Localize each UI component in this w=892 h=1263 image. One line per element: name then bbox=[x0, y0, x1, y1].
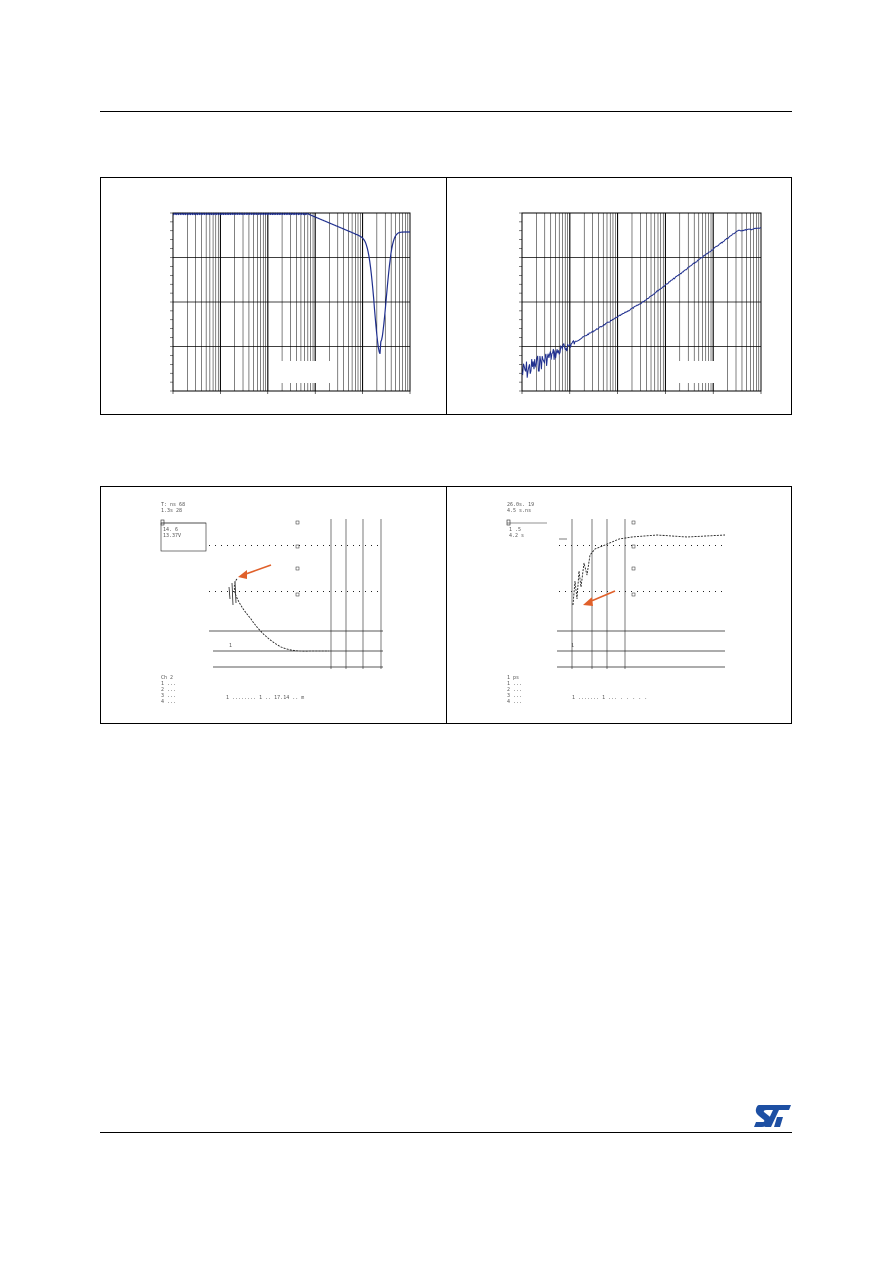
graticule-dot bbox=[293, 591, 294, 592]
scope-footer-text: 3 ... bbox=[161, 693, 177, 699]
graticule-dot bbox=[655, 545, 656, 546]
scope-footer-text: 4 ... bbox=[506, 699, 522, 705]
graticule-dot bbox=[577, 545, 578, 546]
phase-plot bbox=[447, 178, 792, 414]
graticule-dot bbox=[667, 591, 668, 592]
graticule-dot bbox=[341, 545, 342, 546]
footer-rule bbox=[100, 1132, 792, 1133]
graticule-dot bbox=[269, 545, 270, 546]
graticule-dot bbox=[625, 545, 626, 546]
graticule-dot bbox=[371, 545, 372, 546]
graticule-dot bbox=[661, 545, 662, 546]
graticule-dot bbox=[649, 545, 650, 546]
graticule-dot bbox=[245, 591, 246, 592]
scope-footer-text: 2 ... bbox=[506, 687, 522, 693]
scope-left-panel bbox=[101, 487, 446, 723]
graticule-dot bbox=[239, 591, 240, 592]
scope-figure bbox=[100, 486, 792, 724]
graticule-dot bbox=[257, 545, 258, 546]
scope-marker bbox=[296, 593, 299, 596]
bode-figure bbox=[100, 177, 792, 415]
graticule-dot bbox=[613, 545, 614, 546]
graticule-dot bbox=[233, 591, 234, 592]
graticule-dot bbox=[335, 545, 336, 546]
graticule-dot bbox=[565, 591, 566, 592]
scope-footer-text: 4 ... bbox=[161, 699, 177, 705]
graticule-dot bbox=[335, 591, 336, 592]
scope-marker bbox=[632, 593, 635, 596]
scope-channel-marker: 1 bbox=[229, 643, 233, 649]
graticule-dot bbox=[347, 545, 348, 546]
st-logo bbox=[753, 1103, 793, 1129]
legend-box bbox=[281, 361, 333, 383]
graticule-dot bbox=[583, 545, 584, 546]
graticule-dot bbox=[239, 545, 240, 546]
graticule-dot bbox=[317, 591, 318, 592]
scope-right-panel bbox=[446, 487, 792, 723]
scope-channel-marker: 1 bbox=[570, 643, 574, 649]
legend-box bbox=[667, 361, 719, 383]
scope-header-text: 1.3s 28 bbox=[161, 508, 183, 514]
graticule-dot bbox=[293, 545, 294, 546]
graticule-dot bbox=[655, 591, 656, 592]
annotation-arrowhead bbox=[583, 597, 593, 606]
scope-header-text: 4.5 s.ns bbox=[506, 508, 531, 514]
graticule-dot bbox=[679, 591, 680, 592]
graticule-dot bbox=[359, 591, 360, 592]
graticule-dot bbox=[697, 545, 698, 546]
graticule-dot bbox=[619, 545, 620, 546]
graticule-dot bbox=[353, 591, 354, 592]
graticule-dot bbox=[209, 591, 210, 592]
graticule-dot bbox=[619, 591, 620, 592]
graticule-dot bbox=[643, 591, 644, 592]
graticule-dot bbox=[703, 591, 704, 592]
graticule-dot bbox=[359, 545, 360, 546]
graticule-dot bbox=[691, 591, 692, 592]
scope-footer-text: 1 ps bbox=[506, 675, 519, 681]
scope-box-text: 14. 6 bbox=[163, 527, 179, 533]
scope-status-line: 1 ........ 1 .. 17.14 .. m bbox=[226, 695, 305, 701]
graticule-dot bbox=[595, 545, 596, 546]
graticule-dot bbox=[721, 545, 722, 546]
annotation-arrowhead bbox=[238, 570, 247, 579]
graticule-dot bbox=[595, 591, 596, 592]
graticule-dot bbox=[685, 591, 686, 592]
graticule-dot bbox=[257, 591, 258, 592]
graticule-dot bbox=[263, 545, 264, 546]
scope-footer-text: Ch 2 bbox=[161, 675, 174, 681]
graticule-dot bbox=[221, 591, 222, 592]
graticule-dot bbox=[685, 545, 686, 546]
graticule-dot bbox=[565, 545, 566, 546]
graticule-dot bbox=[329, 545, 330, 546]
graticule-dot bbox=[691, 545, 692, 546]
graticule-dot bbox=[559, 545, 560, 546]
graticule-dot bbox=[679, 545, 680, 546]
graticule-dot bbox=[251, 591, 252, 592]
graticule-dot bbox=[287, 591, 288, 592]
graticule-dot bbox=[317, 545, 318, 546]
scope-box-text: 1 .5 bbox=[508, 527, 521, 533]
scope-footer-text: 2 ... bbox=[161, 687, 177, 693]
graticule-dot bbox=[703, 545, 704, 546]
scope-marker bbox=[296, 545, 299, 548]
graticule-dot bbox=[227, 591, 228, 592]
graticule-dot bbox=[589, 545, 590, 546]
graticule-dot bbox=[275, 545, 276, 546]
graticule-dot bbox=[607, 545, 608, 546]
scope-status-line: 1 ....... 1 ... . . . . . bbox=[571, 695, 647, 701]
graticule-dot bbox=[245, 545, 246, 546]
graticule-dot bbox=[299, 591, 300, 592]
scope-waveform bbox=[234, 579, 329, 651]
scope-header-text: T: ns 68 bbox=[161, 502, 186, 508]
graticule-dot bbox=[221, 545, 222, 546]
scope-box-text: 4.2 s bbox=[508, 533, 524, 539]
graticule-dot bbox=[709, 545, 710, 546]
header-rule bbox=[100, 111, 792, 112]
graticule-dot bbox=[281, 591, 282, 592]
graticule-dot bbox=[233, 545, 234, 546]
graticule-dot bbox=[377, 591, 378, 592]
scope-marker bbox=[296, 521, 299, 524]
graticule-dot bbox=[667, 545, 668, 546]
graticule-dot bbox=[323, 545, 324, 546]
graticule-dot bbox=[341, 591, 342, 592]
graticule-dot bbox=[571, 545, 572, 546]
scope-marker bbox=[632, 521, 635, 524]
graticule-dot bbox=[215, 545, 216, 546]
graticule-dot bbox=[275, 591, 276, 592]
graticule-dot bbox=[715, 545, 716, 546]
gain-plot bbox=[101, 178, 446, 414]
graticule-dot bbox=[583, 591, 584, 592]
graticule-dot bbox=[607, 591, 608, 592]
graticule-dot bbox=[281, 545, 282, 546]
graticule-dot bbox=[269, 591, 270, 592]
graticule-dot bbox=[377, 545, 378, 546]
scope-trigger-mark bbox=[161, 520, 164, 525]
graticule-dot bbox=[571, 591, 572, 592]
gain-plot-panel bbox=[101, 178, 446, 414]
graticule-dot bbox=[625, 591, 626, 592]
graticule-dot bbox=[251, 545, 252, 546]
graticule-dot bbox=[589, 591, 590, 592]
scope-trigger-mark bbox=[507, 520, 510, 525]
scope-right-capture bbox=[447, 487, 792, 723]
graticule-dot bbox=[697, 591, 698, 592]
scope-marker bbox=[296, 567, 299, 570]
scope-footer-text: 1 ... bbox=[506, 681, 522, 687]
graticule-dot bbox=[643, 545, 644, 546]
scope-box-text: 13.37V bbox=[163, 533, 182, 539]
graticule-dot bbox=[311, 545, 312, 546]
graticule-dot bbox=[305, 591, 306, 592]
graticule-dot bbox=[287, 545, 288, 546]
graticule-dot bbox=[721, 591, 722, 592]
graticule-dot bbox=[673, 545, 674, 546]
graticule-dot bbox=[215, 591, 216, 592]
scope-header-text: 26.0s. 19 bbox=[506, 502, 534, 508]
graticule-dot bbox=[263, 591, 264, 592]
scope-footer-text: 3 ... bbox=[506, 693, 522, 699]
graticule-dot bbox=[365, 545, 366, 546]
scope-marker bbox=[632, 545, 635, 548]
graticule-dot bbox=[365, 591, 366, 592]
annotation-arrow bbox=[243, 565, 271, 575]
graticule-dot bbox=[311, 591, 312, 592]
graticule-dot bbox=[637, 591, 638, 592]
graticule-dot bbox=[323, 591, 324, 592]
graticule-dot bbox=[673, 591, 674, 592]
graticule-dot bbox=[329, 591, 330, 592]
graticule-dot bbox=[353, 545, 354, 546]
graticule-dot bbox=[371, 591, 372, 592]
graticule-dot bbox=[227, 545, 228, 546]
graticule-dot bbox=[631, 591, 632, 592]
graticule-dot bbox=[601, 591, 602, 592]
graticule-dot bbox=[637, 545, 638, 546]
phase-plot-panel bbox=[446, 178, 792, 414]
annotation-arrow bbox=[589, 591, 615, 602]
graticule-dot bbox=[209, 545, 210, 546]
scope-footer-text: 1 ... bbox=[161, 681, 177, 687]
scope-left-capture bbox=[101, 487, 446, 723]
graticule-dot bbox=[347, 591, 348, 592]
scope-marker bbox=[632, 567, 635, 570]
graticule-dot bbox=[661, 591, 662, 592]
graticule-dot bbox=[709, 591, 710, 592]
graticule-dot bbox=[305, 545, 306, 546]
graticule-dot bbox=[559, 591, 560, 592]
graticule-dot bbox=[715, 591, 716, 592]
graticule-dot bbox=[649, 591, 650, 592]
